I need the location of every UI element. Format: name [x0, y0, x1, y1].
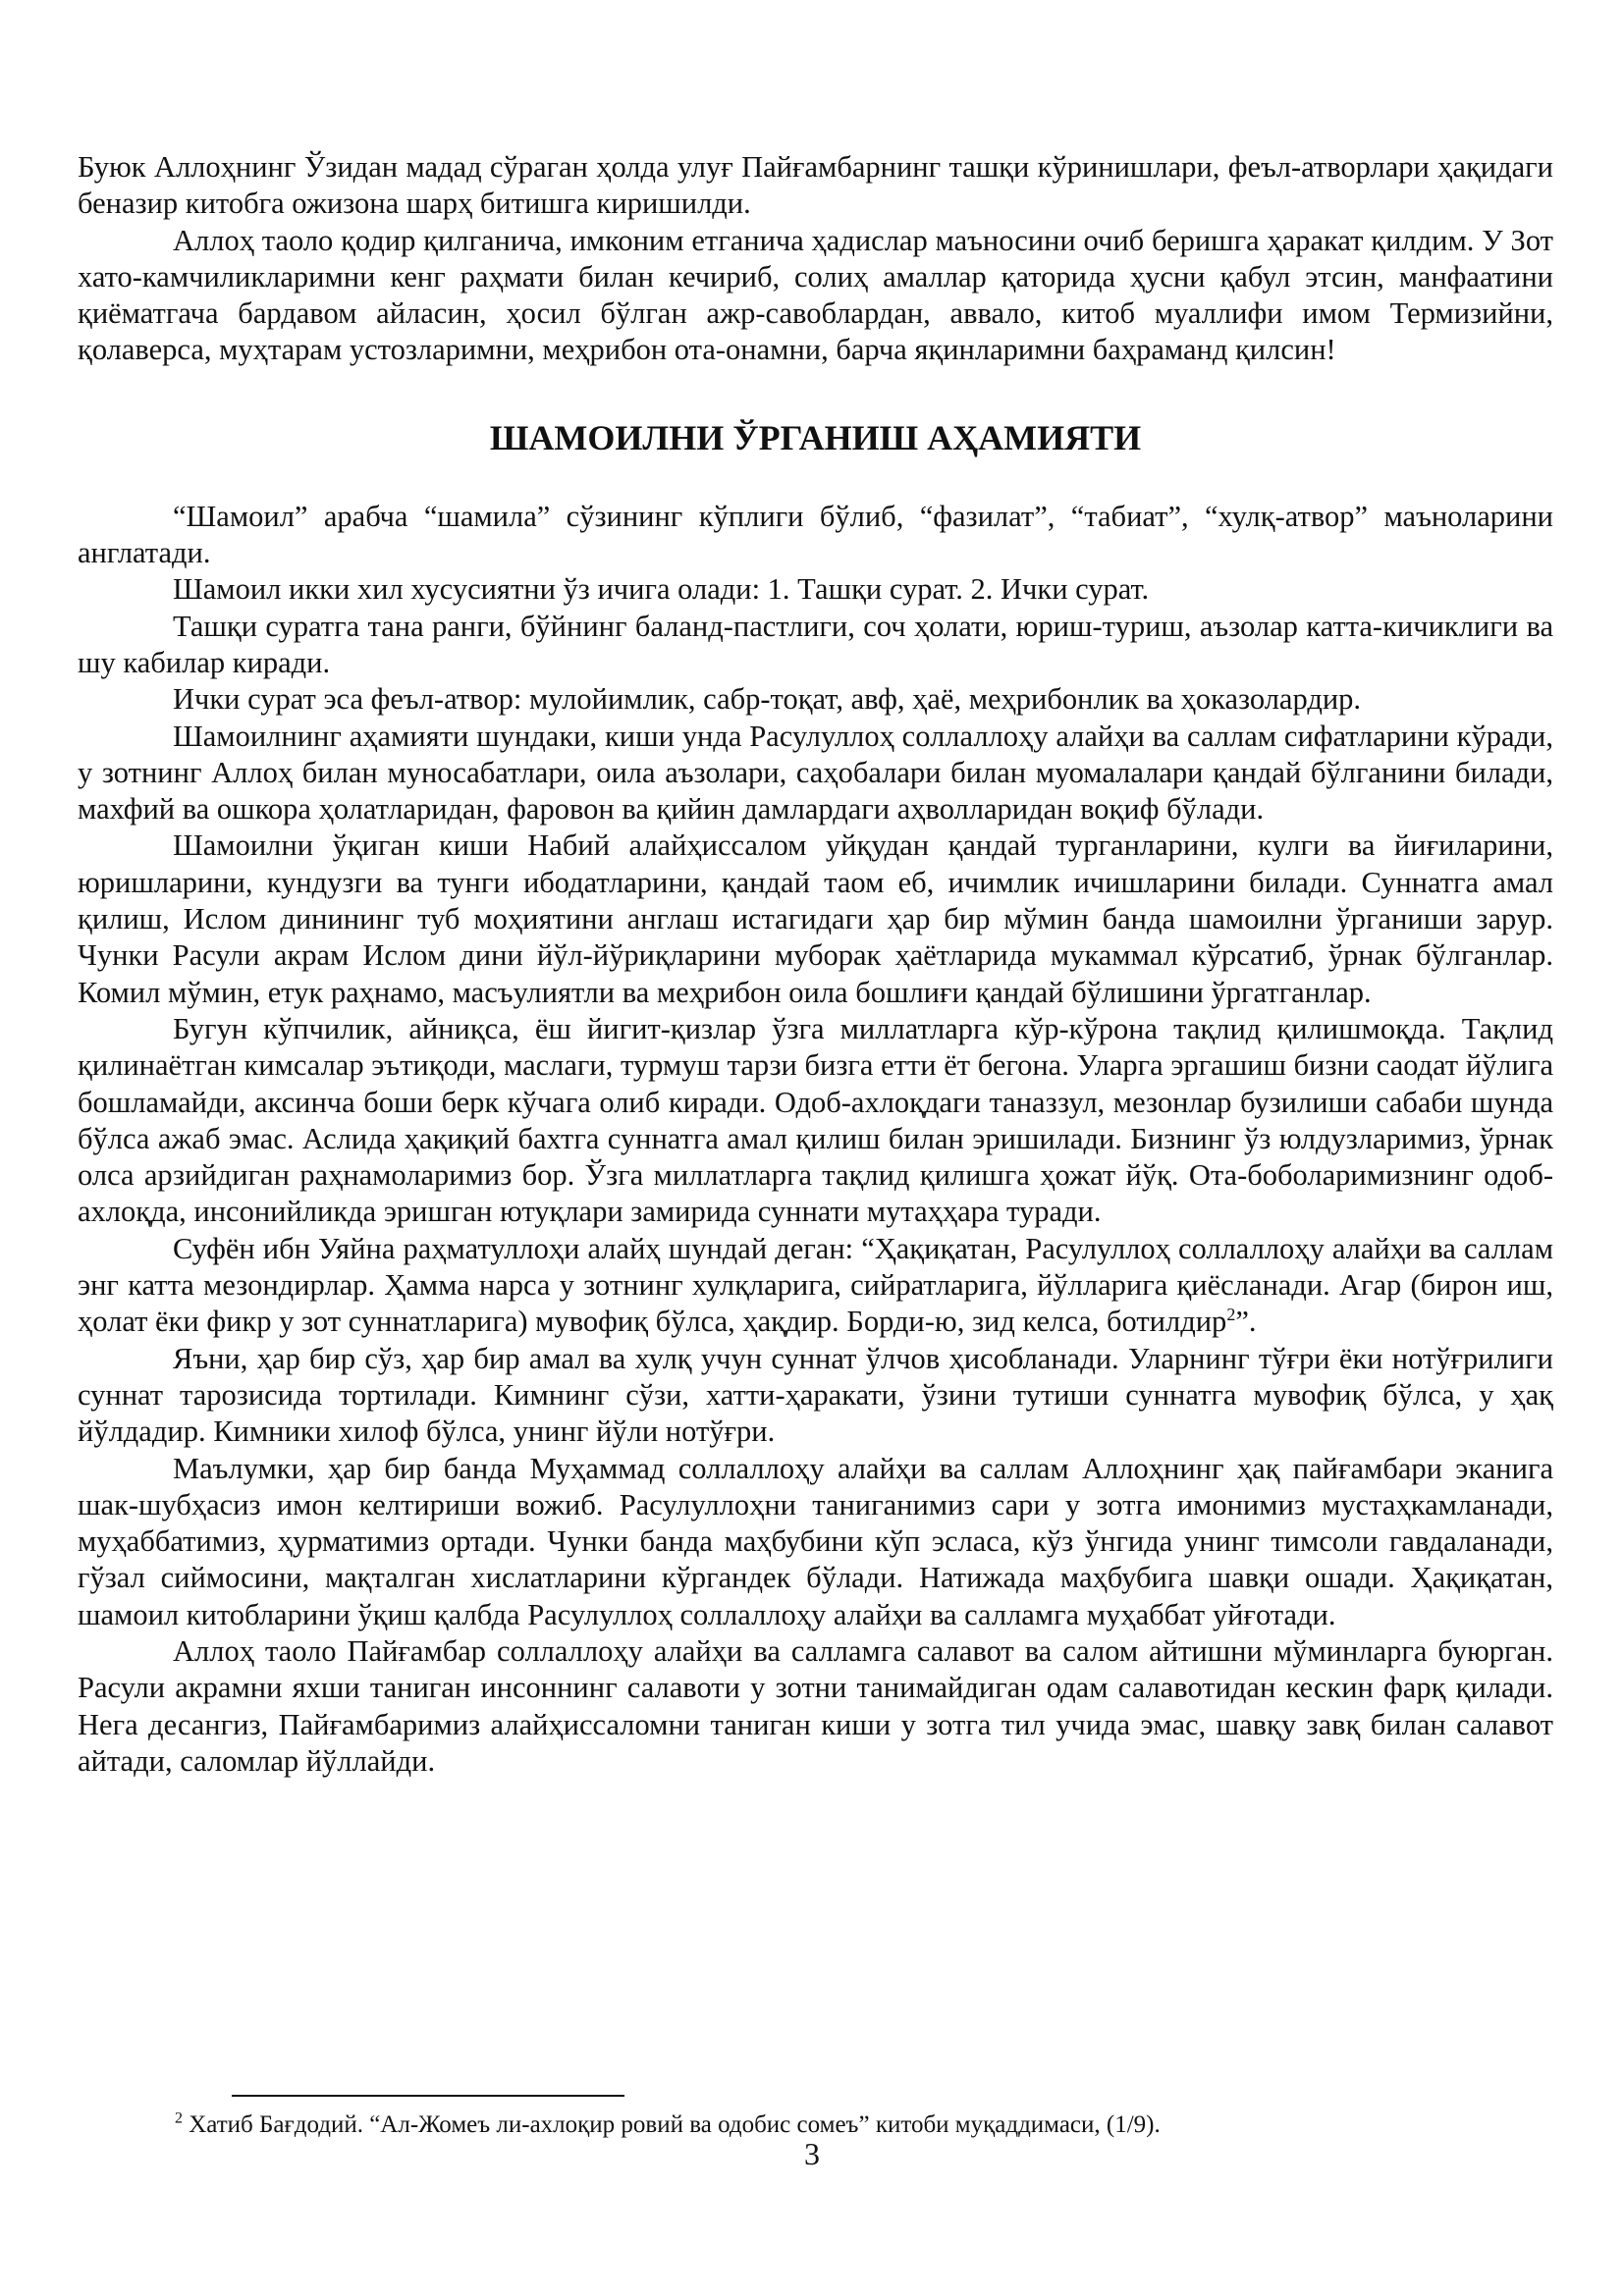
- section-heading: ШАМОИЛНИ ЎРГАНИШ АҲАМИЯТИ: [489, 417, 1142, 457]
- intro-paragraph: Аллоҳ таоло қодир қилганича, имконим етганича ҳадислар маъносини очиб беришга ҳаракат қилдим. У Зот хато-камчиликларимни кенг раҳмати билан кечириб, солиҳ амаллар қаторида ҳусни қабул этсин, манфаатини қиёматгача бардавом айласин, ҳосил бўлган ажр-савоблардан, аввало, китоб муаллифи имом Термизийни, қолаверса, муҳтарам устозларимни, меҳрибон ота-онамни, барча яқинларимни баҳраманд қилсин!: [78, 223, 1553, 367]
- body-paragraph: Шамоилни ўқиган киши Набий алайҳиссалом уйқудан қандай турганларини, кулги ва йиғиларини, юришларини, кундузги ва тунги ибодатларини, қандай таом еб, ичимлик ичишларини билади. Суннатга амал қилиш, Ислом динининг туб моҳиятини англаш истагидаги ҳар бир мўмин банда шамоилни ўрганиши зарур. Чунки Расули акрам Ислом дини йўл-йўриқларини муборак ҳаётларида мукаммал кўрсатиб, ўрнак бўлганлар. Комил мўмин, етук раҳнамо, масъулиятли ва меҳрибон оила бошлиғи қандай бўлишини ўргатганлар.: [78, 828, 1553, 1009]
- footnote-reference[interactable]: 2: [1226, 1305, 1236, 1325]
- quote-paragraph: [78, 1231, 1553, 1341]
- body-paragraph: Шамоил икки хил хусусиятни ўз ичига олади: 1. Ташқи сурат. 2. Ички сурат.: [173, 572, 1150, 607]
- body-paragraph: Ташқи суратга тана ранги, бўйнинг баланд-пастлиги, соч ҳолати, юриш-туриш, аъзолар катта-кичиклиги ва шу кабилар киради.: [78, 609, 1553, 679]
- footnote-separator: [232, 2095, 624, 2097]
- footnote-number: 2: [175, 2109, 183, 2127]
- page-content: [78, 149, 1553, 1780]
- footnote-text: Хатиб Бағдодий. “Ал-Жомеъ ли-ахлоқир ровий ва одобис сомеъ” китоби муқаддимаси, (1/9).: [183, 2111, 1161, 2138]
- body-paragraph: Маълумки, ҳар бир банда Муҳаммад соллаллоҳу алайҳи ва саллам Аллоҳнинг ҳақ пайғамбари эканига шак-шубҳасиз имон келтириши вожиб. Расулуллоҳни таниганимиз сари у зотга имонимиз мустаҳкамланади, муҳаббатимиз, ҳурматимиз ортади. Чунки банда маҳбубини кўп эсласа, кўз ўнгида унинг тимсоли гавдаланади, гўзал сиймосини, мақталган хислатларини кўргандек бўлади. Натижада маҳбубига шавқи ошади. Ҳақиқатан, шамоил китобларини ўқиш қалбда Расулуллоҳ соллаллоҳу алайҳи ва салламга муҳаббат уйғотади.: [78, 1451, 1553, 1631]
- quote-text: Суфён ибн Уяйна раҳматуллоҳи алайҳ шундай деган: “Ҳақиқатан, Расулуллоҳ соллаллоҳу алайҳи ва саллам энг катта мезондирлар. Ҳамма нарса у зотнинг хулқларига, сийратларига, йўлларига қиёсланади. Агар (бирон иш, ҳолат ёки фикр у зот суннатларига) мувофиқ бўлса, ҳақдир. Борди-ю, зид келса, ботилдир: [78, 1231, 1553, 1339]
- body-paragraph: Бугун кўпчилик, айниқса, ёш йигит-қизлар ўзга миллатларга кўр-кўрона тақлид қилишмоқда. Тақлид қилинаётган кимсалар эътиқоди, маслаги, турмуш тарзи бизга етти ёт бегона. Уларга эргашиш бизни саодат йўлига бошламайди, аксинча боши берк кўчага олиб киради. Одоб-ахлоқдаги таназзул, мезонлар бузилиши сабаби шунда бўлса ажаб эмас. Аслида ҳақиқий бахтга суннатга амал қилиш билан эришилади. Бизнинг ўз юлдузларимиз, ўрнак олса арзийдиган раҳнамоларимиз бор. Ўзга миллатларга тақлид қилишга ҳожат йўқ. Ота-боболаримизнинг одоб-ахлоқда, инсонийликда эришган ютуқлари замирида суннати мутаҳҳара туради.: [78, 1011, 1553, 1229]
- body-paragraph: Аллоҳ таоло Пайғамбар соллаллоҳу алайҳи ва салламга салавот ва салом айтишни мўминларга буюрган. Расули акрамни яхши таниган инсоннинг салавоти у зотни танимайдиган одам салавотидан кескин фарқ қилади. Нега десангиз, Пайғамбаримиз алайҳиссаломни таниган киши у зотга тил учида эмас, шавқу завқ билан салавот айтади, саломлар йўллайди.: [78, 1633, 1553, 1778]
- body-paragraph: Яъни, ҳар бир сўз, ҳар бир амал ва хулқ учун суннат ўлчов ҳисобланади. Уларнинг тўғри ёки нотўғрилиги суннат тарозисида тортилади. Кимнинг сўзи, хатти-ҳаракати, ўзини тутиши суннатга мувофиқ бўлса, у ҳақ йўлдадир. Кимники хилоф бўлса, унинг йўли нотўғри.: [78, 1341, 1553, 1449]
- quote-closing: ”.: [1235, 1305, 1257, 1339]
- page-number: 3: [804, 2136, 820, 2171]
- body-paragraph: Шамоилнинг аҳамияти шундаки, киши унда Расулуллоҳ соллаллоҳу алайҳи ва саллам сифатларини кўради, у зотнинг Аллоҳ билан муносабатлари, оила аъзолари, саҳобалари билан муомалалари қандай бўлганини билади, махфий ва ошкора ҳолатларидан, фаровон ва қийин дамлардаги аҳволларидан воқиф бўлади.: [78, 719, 1553, 827]
- body-paragraph: “Шамоил” арабча “шамила” сўзининг кўплиги бўлиб, “фазилат”, “табиат”, “хулқ-атвор” маъноларини англатади.: [78, 499, 1553, 570]
- body-paragraph: Ички сурат эса феъл-атвор: мулойимлик, сабр-тоқат, авф, ҳаё, меҳрибонлик ва ҳоказолардир.: [173, 682, 1362, 717]
- intro-paragraph: Буюк Аллоҳнинг Ўзидан мадад сўраган ҳолда улуғ Пайғамбарнинг ташқи кўринишлари, феъл-атворлари ҳақидаги беназир китобга ожизона шарҳ битишга киришилди.: [78, 150, 1553, 221]
